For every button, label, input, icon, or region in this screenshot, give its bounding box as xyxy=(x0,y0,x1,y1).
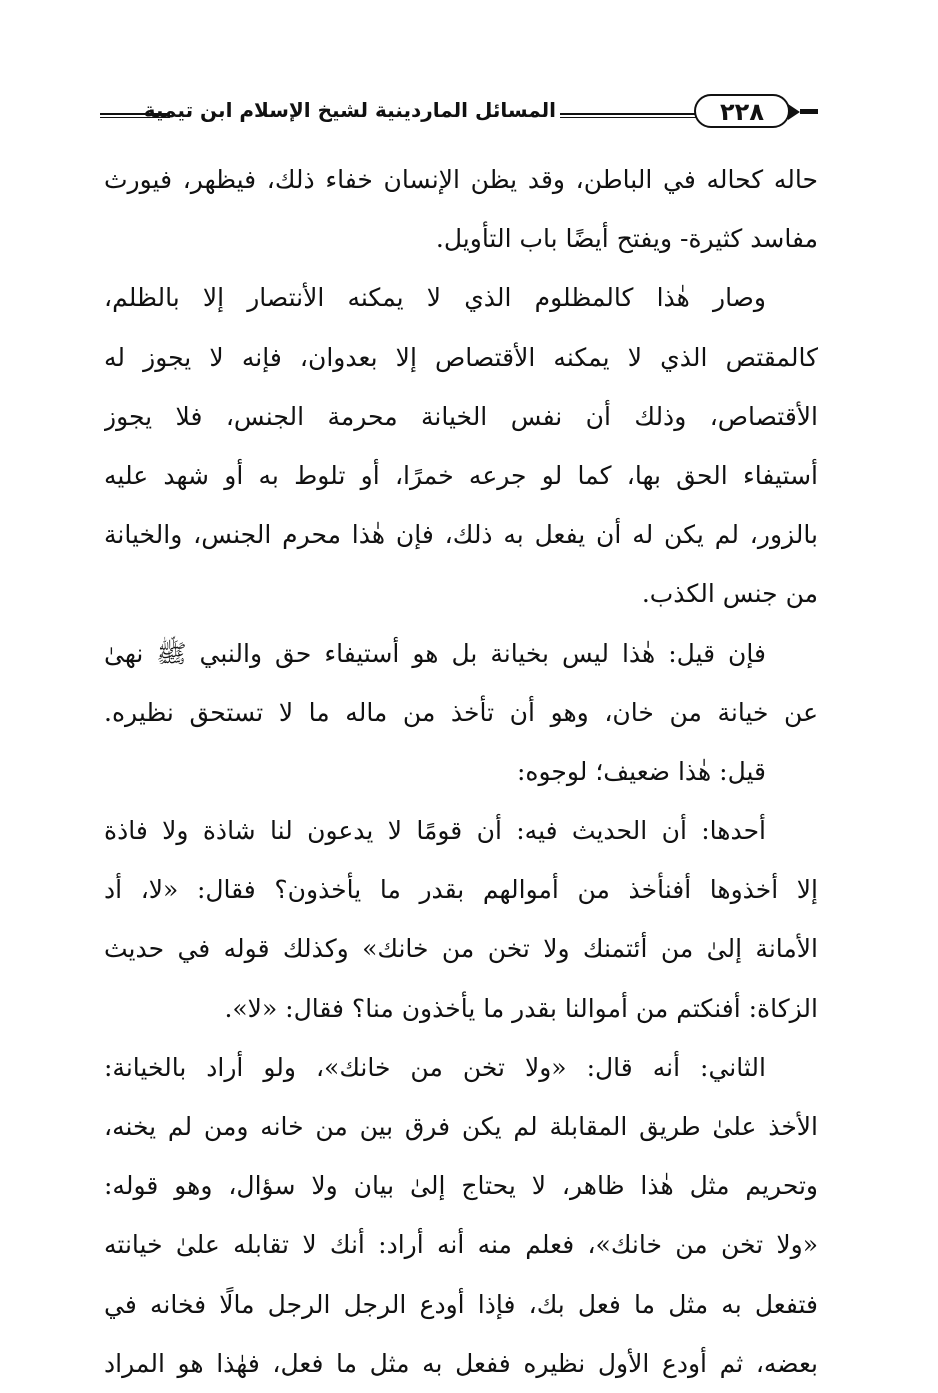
text-line: أحدها: أن الحديث فيه: أن قومًا لا يدعون لنا شاذة ولا فاذة xyxy=(104,816,766,846)
body-text xyxy=(104,150,818,1393)
text-line: بالزور، لم يكن له أن يفعل به ذلك، فإن هٰذا محرم الجنس، والخيانة xyxy=(104,520,818,550)
text-line: من جنس الكذب. xyxy=(641,579,818,609)
text-line: قيل: هٰذا ضعيف؛ لوجوه: xyxy=(516,756,766,786)
text-line: عن خيانة من خان، وهو أن تأخذ من ماله ما لا تستحق نظيره. xyxy=(104,697,818,727)
text-line: أستيفاء الحق بها، كما لو جرعه خمرًا، أو تلوط به أو شهد عليه xyxy=(104,460,818,490)
text-line: إلا أخذوها أفنأخذ من أموالهم بقدر ما يأخذون؟ فقال: «لا، أد xyxy=(104,875,818,905)
text-line: الأمانة إلىٰ من أئتمنك ولا تخن من خانك» وكذلك قوله في حديث xyxy=(104,934,818,964)
text-line: مفاسد كثيرة- ويفتح أيضًا باب التأويل. xyxy=(435,224,818,254)
badge-ornament xyxy=(788,104,800,120)
text-line: الأقتصاص، وذلك أن نفس الخيانة محرمة الجنس، فلا يجوز xyxy=(104,401,818,431)
text-line: حاله كحاله في الباطن، وقد يظن الإنسان خفاء ذلك، فيظهر، فيورث xyxy=(104,165,818,194)
text-line: فتفعل به مثل ما فعل بك، فإذا أودع الرجل الرجل مالًا فخانه في xyxy=(104,1289,818,1319)
text-line: بعضه، ثم أودع الأول نظيره ففعل به مثل ما فعل، فهٰذا هو المراد xyxy=(104,1348,818,1378)
text-line: وصار هٰذا كالمظلوم الذي لا يمكنه الأنتصار إلا بالظلم، xyxy=(104,283,766,313)
text-line: وتحريم مثل هٰذا ظاهر، لا يحتاج إلىٰ بيان ولا سؤال، وهو قوله: xyxy=(104,1171,818,1201)
text-line: الزكاة: أفنكتم من أموالنا بقدر ما يأخذون منا؟ فقال: «لا». xyxy=(224,993,818,1023)
page-number: ٢٢٨ xyxy=(720,98,764,126)
running-header xyxy=(100,94,818,130)
page-number-badge xyxy=(694,94,790,128)
text-line: «ولا تخن من خانك»، فعلم منه أنه أراد: أنك لا تقابله علىٰ خيانته xyxy=(104,1230,818,1260)
text-line: كالمقتص الذي لا يمكنه الأقتصاص إلا بعدوان، فإنه لا يجوز له xyxy=(104,342,818,372)
badge-ornament-bar xyxy=(800,109,818,114)
header-title: المسائل الماردينية لشيخ الإسلام ابن تيمية xyxy=(143,98,556,122)
text-line: فإن قيل: هٰذا ليس بخيانة بل هو أستيفاء حق والنبي ﷺ نهىٰ xyxy=(104,638,766,668)
text-line: الثاني: أنه قال: «ولا تخن من خانك»، ولو أراد بالخيانة: xyxy=(104,1052,766,1082)
text-line: الأخذ علىٰ طريق المقابلة لم يكن فرق بين من خانه ومن لم يخنه، xyxy=(104,1112,818,1141)
